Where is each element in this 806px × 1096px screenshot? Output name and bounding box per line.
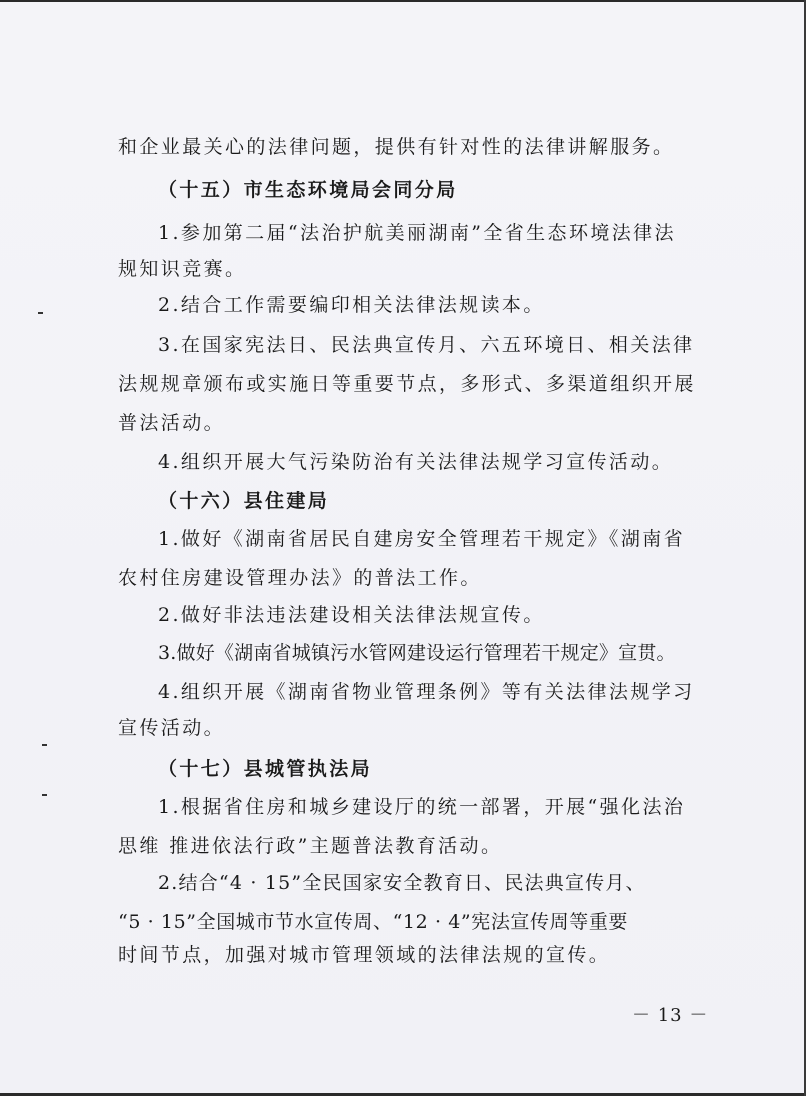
body-text-line: 规知识竞赛。	[118, 258, 247, 280]
body-text-line: 农村住房建设管理办法》的普法工作。	[118, 567, 482, 589]
body-text-line: 3.做好《湖南省城镇污水管网建设运行管理若干规定》宣贯。	[158, 642, 676, 664]
body-text-line: 1.参加第二届“法治护航美丽湖南”全省生态环境法律法	[158, 222, 676, 244]
body-text-line: 3.在国家宪法日、民法典宣传月、六五环境日、相关法律	[158, 334, 695, 356]
body-text-line: 4.组织开展《湖南省物业管理条例》等有关法律法规学习	[158, 681, 695, 703]
page-number: － 13 －	[632, 1005, 709, 1026]
body-text-line: 4.组织开展大气污染防治有关法律法规学习宣传活动。	[158, 451, 674, 473]
body-text-line: 2.做好非法违法建设相关法律法规宣传。	[158, 604, 545, 626]
body-text-line: 普法活动。	[118, 412, 226, 434]
section-heading-17: （十七）县城管执法局	[158, 758, 373, 780]
scan-mark	[42, 794, 47, 796]
scan-mark	[38, 312, 43, 314]
body-text-line: 2.结合“4 · 15”全民国家安全教育日、民法典宣传月、	[158, 872, 646, 894]
section-heading-15: （十五）市生态环境局会同分局	[158, 179, 458, 201]
body-text-line: 宣传活动。	[118, 717, 226, 739]
scan-mark	[42, 744, 47, 746]
body-text-line: “5 · 15”全国城市节水宣传周、“12 · 4”宪法宣传周等重要	[118, 911, 629, 933]
body-text-line: 2.结合工作需要编印相关法律法规读本。	[158, 294, 545, 316]
body-text-line: 思维 推进依法行政”主题普法教育活动。	[118, 835, 503, 857]
body-text-line: 1.做好《湖南省居民自建房安全管理若干规定》《湖南省	[158, 528, 686, 550]
body-text-line: 时间节点，加强对城市管理领域的法律法规的宣传。	[118, 944, 611, 966]
body-text-line: 1.根据省住房和城乡建设厅的统一部署，开展“强化法治	[158, 796, 686, 818]
scan-top-edge	[0, 0, 806, 2]
section-heading-16: （十六）县住建局	[158, 490, 330, 512]
body-text-line: 法规规章颁布或实施日等重要节点，多形式、多渠道组织开展	[118, 373, 696, 395]
body-text-line: 和企业最关心的法律问题，提供有针对性的法律讲解服务。	[118, 136, 675, 158]
